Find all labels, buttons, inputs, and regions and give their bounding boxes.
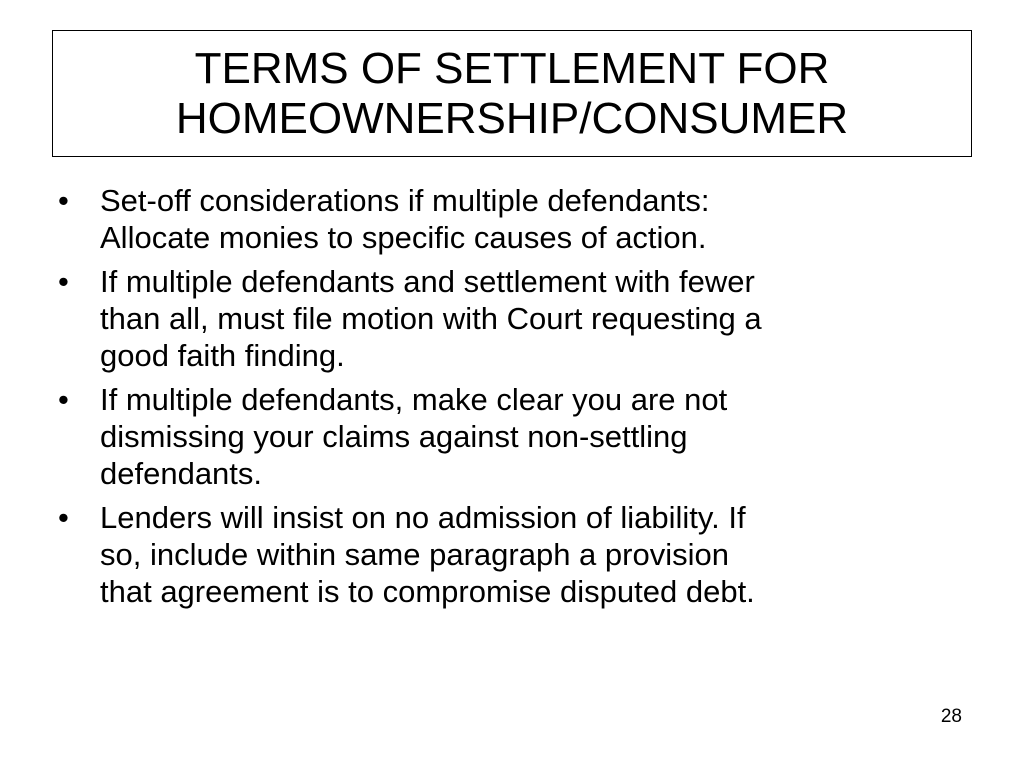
- bullet-3-line-2: dismissing your claims against non-settling: [100, 419, 688, 454]
- bullet-3-line-3: defendants.: [100, 456, 263, 491]
- bullet-4-line-3: that agreement is to compromise disputed debt.: [100, 574, 755, 609]
- bullet-icon: •: [58, 264, 69, 299]
- bullet-2-line-1: If multiple defendants and settlement with fewer: [100, 264, 755, 299]
- bullet-1-line-2: Allocate monies to specific causes of action.: [100, 220, 707, 255]
- slide-title: [52, 30, 972, 157]
- title-line-1: TERMS OF SETTLEMENT FOR: [194, 43, 830, 93]
- bullet-item-1: [58, 182, 968, 256]
- title-line-2: HOMEOWNERSHIP/CONSUMER: [175, 93, 849, 143]
- bullet-item-4: [58, 499, 968, 610]
- bullet-1-line-1: Set-off considerations if multiple defendants:: [100, 183, 710, 218]
- bullet-icon: •: [58, 382, 69, 417]
- bullet-icon: •: [58, 183, 69, 218]
- page-number: 28: [940, 706, 962, 727]
- bullet-2-line-3: good faith finding.: [100, 338, 345, 373]
- bullet-2-line-2: than all, must file motion with Court requesting a: [100, 301, 762, 336]
- bullet-icon: •: [58, 500, 69, 535]
- bullet-4-line-2: so, include within same paragraph a provision: [100, 537, 729, 572]
- bullet-list: [58, 182, 968, 617]
- bullet-3-line-1: If multiple defendants, make clear you are not: [100, 382, 728, 417]
- bullet-4-line-1: Lenders will insist on no admission of liability. If: [100, 500, 746, 535]
- bullet-item-3: [58, 381, 968, 492]
- bullet-item-2: [58, 263, 968, 374]
